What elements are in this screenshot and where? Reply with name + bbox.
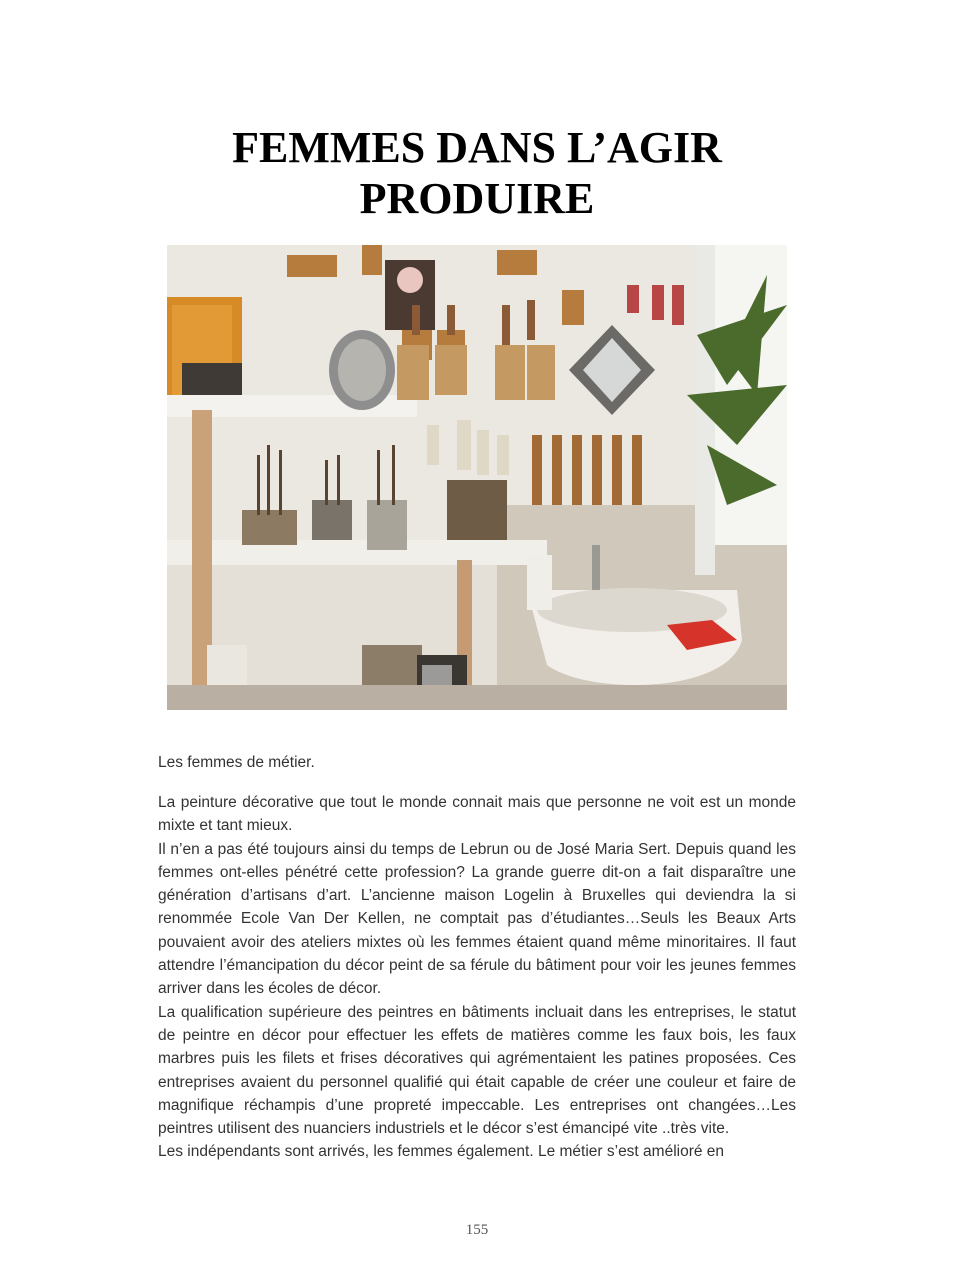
paragraph: Les indépendants sont arrivés, les femmes également. Le métier s’est amélioré en xyxy=(158,1143,725,1161)
page-title xyxy=(0,122,954,224)
paragraph: Il n’en a pas été toujours ainsi du temps de Lebrun ou de José Maria Sert. Depuis quand les femmes ont-elles pénétré cette profession? La grande guerre dit-on a fait disparaître une génération d’artisans d’art. L’ancienne maison Logelin à Bruxelles qui deviendra la si renommée Ecole Van Der Kellen, ne comptait pas d’étudiantes…Seuls les Beaux Arts pouvaient avoir des ateliers mixtes où les femmes étaient quand même minoritaires. Il faut attendre l’émancipation du décor peint de sa férule du bâtiment pour voir les jeunes femmes arriver dans les écoles de décor. xyxy=(158,840,796,998)
paragraph: La peinture décorative que tout le monde connait mais que personne ne voit est un monde mixte et tant mieux. xyxy=(158,794,796,835)
title-line-2: PRODUIRE xyxy=(359,174,595,223)
body-text xyxy=(158,791,796,1164)
atelier-photo xyxy=(167,245,787,710)
section-subheading: Les femmes de métier. xyxy=(158,754,315,771)
paragraph: La qualification supérieure des peintres en bâtiments incluait dans les entreprises, le statut de peintre en décor pour effectuer les effets de matières comme les faux bois, les faux marbres puis les filets et frises décoratives qui agrémentaient les patines proposées. Ces entreprises avaient du personnel qualifié qui était capable de créer une couleur et faire de magnifique réchampis d’une propreté impeccable. Les entreprises ont changées…Les peintres utilisent des nuanciers industriels et le décor s’est émancipé vite ..très vite. xyxy=(158,1003,796,1138)
page-number: 155 xyxy=(465,1222,489,1238)
title-line-1: FEMMES DANS L’AGIR xyxy=(232,123,722,172)
